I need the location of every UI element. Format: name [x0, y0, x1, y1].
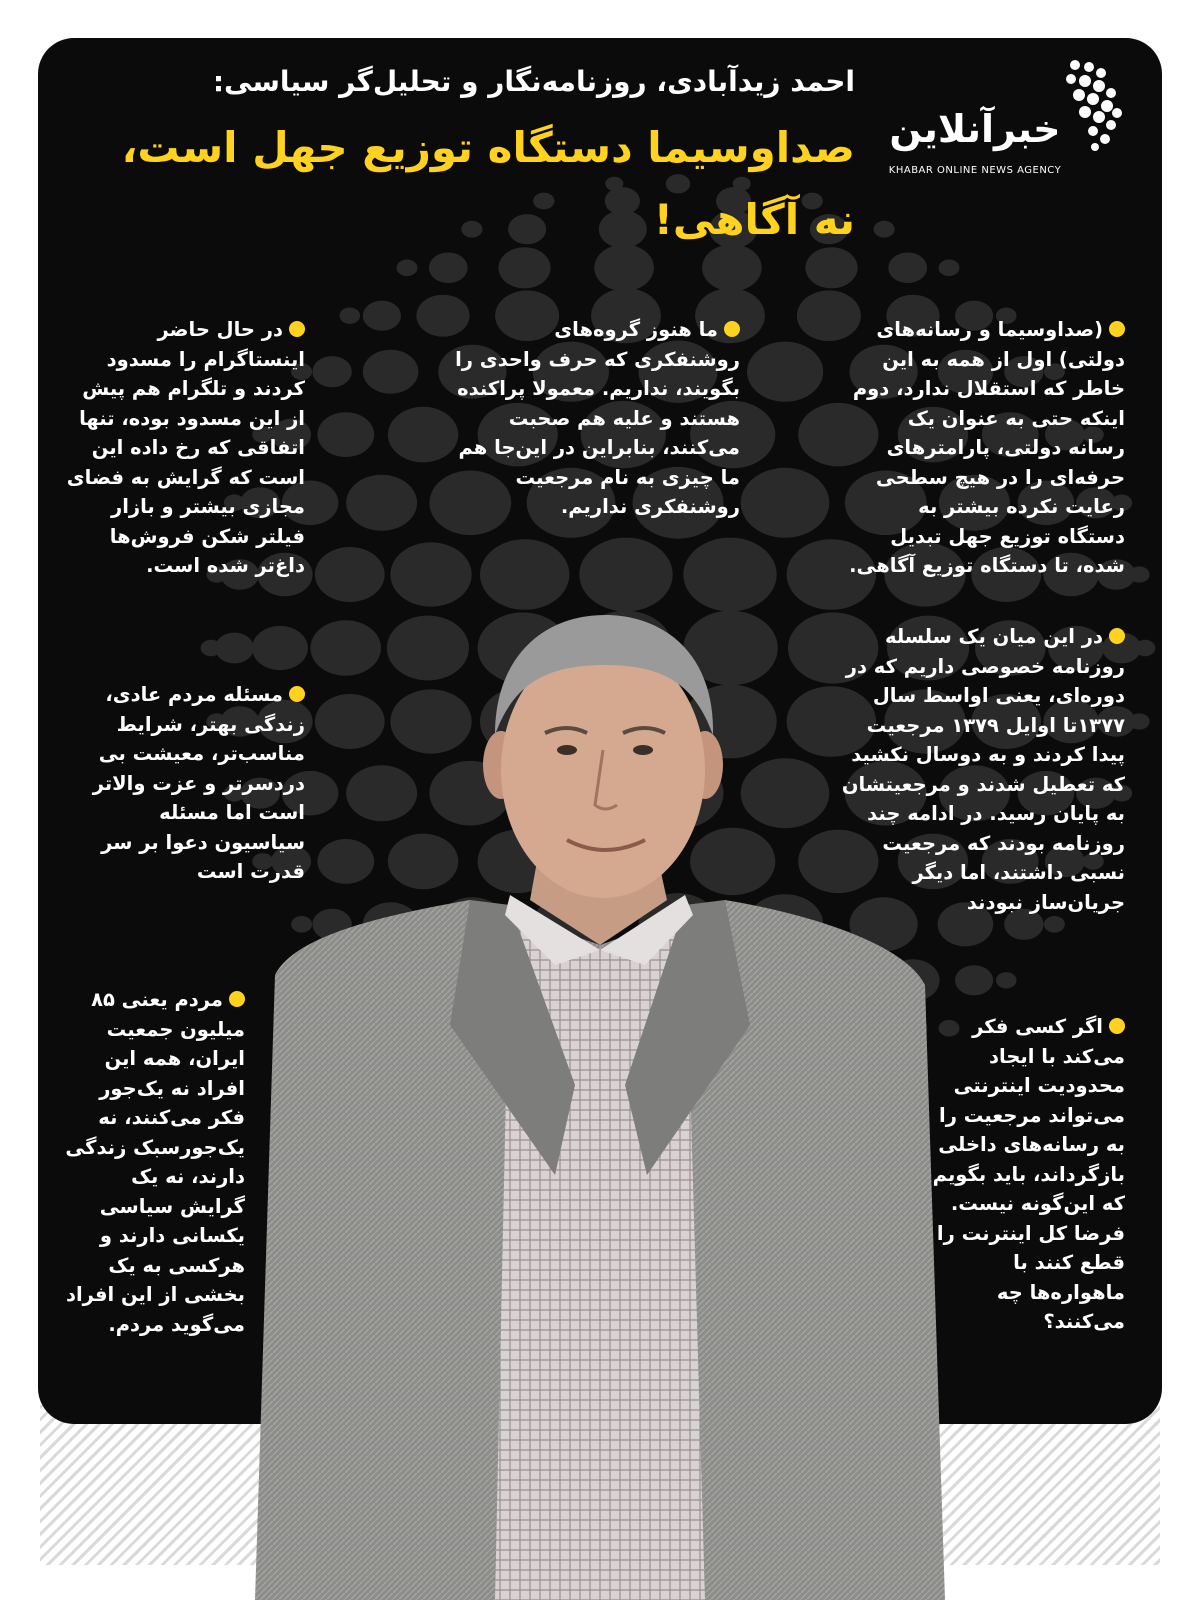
brand-tagline: KHABAR ONLINE NEWS AGENCY: [888, 165, 1062, 176]
bullet-dot: [1109, 1018, 1125, 1034]
globe-dot: [939, 260, 960, 277]
quote-5-text: مسئله مردم عادی، زندگی بهتر، شرایط مناسب‌تر، معیشت بی دردسرتر و عزت والاتر است اما مسئله سیاسیون دعوا بر سر قدرت است: [92, 683, 305, 883]
bullet-dot: [1109, 628, 1125, 644]
bullet-dot: [289, 686, 305, 702]
globe-dot: [312, 356, 351, 387]
quote-2-text: ما هنوز گروه‌های روشنفکری که حرف واحدی را بگویند، نداریم. معمولا پراکنده هستند و علیه هم صحبت می‌کنند، بنابراین در این‌جا هم ما چیزی به نام مرجعیت روشنفکری نداریم.: [455, 318, 740, 518]
bullet-dot: [724, 321, 740, 337]
quote-6-text: اگر کسی فکر می‌کند با ایجاد محدودیت اینترنتی می‌تواند مرجعیت را به رسانه‌های داخلی بازگرداند، باید بگویم که این‌گونه نیست. فرضا کل اینترنت را قطع کنند با ماهواره‌ها چه می‌کنند؟: [932, 1015, 1125, 1333]
globe-dot: [388, 407, 458, 463]
globe-dot: [429, 253, 468, 284]
quote-7-text: مردم یعنی ۸۵ میلیون جمعیت ایران، همه این افراد نه یک‌جور فکر می‌کنند، نه یک‌جورسبک زندگی دارند، نه یک گرایش سیاسی یکسانی دارند و هرکسی به یک بخشی از این افراد می‌گوید مردم.: [65, 988, 245, 1336]
globe-dot: [317, 412, 374, 457]
quote-1: [845, 315, 1125, 581]
headline: صداوسیما دستگاه توزیع جهل است، نه آگاهی!: [121, 123, 855, 244]
brand-name: خبرآنلاین: [889, 107, 1061, 151]
globe-dot: [390, 542, 471, 606]
byline: احمد زیدآبادی، روزنامه‌نگار و تحلیل‌گر سیاسی:: [212, 65, 855, 98]
globe-dot: [888, 253, 927, 284]
globe-dot: [747, 342, 823, 402]
globe-dot: [579, 538, 672, 612]
globe-dot: [1129, 566, 1150, 582]
brand-logo: [870, 55, 1140, 185]
header: [120, 58, 855, 256]
globe-dot: [215, 633, 254, 664]
globe-dot: [1135, 640, 1156, 656]
globe-dot: [363, 301, 401, 331]
globe-dot: [1044, 916, 1065, 933]
quote-5: [80, 680, 305, 887]
globe-dot: [1129, 713, 1150, 729]
quote-3-text: در حال حاضر اینستاگرام را مسدود کردند و تلگرام هم پیش از این مسدود بوده، تنها اتفاقی که رخ داده این است که گرایش به فضای مجازی بیشتر و بازار فیلتر شکن فروش‌ها داغ‌تر شده است.: [66, 318, 305, 577]
bullet-dot: [1109, 321, 1125, 337]
quote-4: [840, 622, 1125, 917]
quote-1-text: (صداوسیما و رسانه‌های دولتی) اول از همه به این خاطر که استقلال ندارد، دوم اینکه حتی به عنوان یک رسانه دولتی، پارامترهای حرفه‌ای را در هیچ سطحی رعایت نکرده بیشتر به دستگاه توزیع جهل تبدیل شده، تا دستگاه توزیع آگاهی.: [849, 318, 1125, 577]
bullet-dot: [289, 321, 305, 337]
quote-7: [65, 985, 245, 1339]
globe-dot: [996, 972, 1017, 988]
globe-dot: [340, 308, 361, 324]
globe-dot: [315, 547, 385, 602]
globe-dot: [363, 350, 419, 394]
globe-dot: [397, 260, 418, 277]
quote-6: [930, 1012, 1125, 1337]
quote-2: [455, 315, 740, 522]
quote-3: [60, 315, 305, 581]
globe-dot: [346, 475, 417, 531]
globe-dot: [955, 965, 993, 995]
quote-4-text: در این میان یک سلسله روزنامه خصوصی داریم که در دوره‌ای، یعنی اواسط سال ۱۳۷۷تا اوایل ۱۳۷۹ مرجعیت پیدا کردند و به دوسال نکشید که تعطیل شدند و مرجعیتشان به پایان رسید. در ادامه چند روزنامه بودند که مرجعیت نسبی داشتند، اما دیگر جریان‌ساز نبودند: [841, 625, 1125, 914]
globe-dot: [741, 468, 830, 538]
globe-dot: [683, 538, 776, 612]
globe-dot: [480, 539, 569, 610]
bullet-dot: [229, 991, 245, 1007]
globe-dot: [874, 221, 895, 238]
